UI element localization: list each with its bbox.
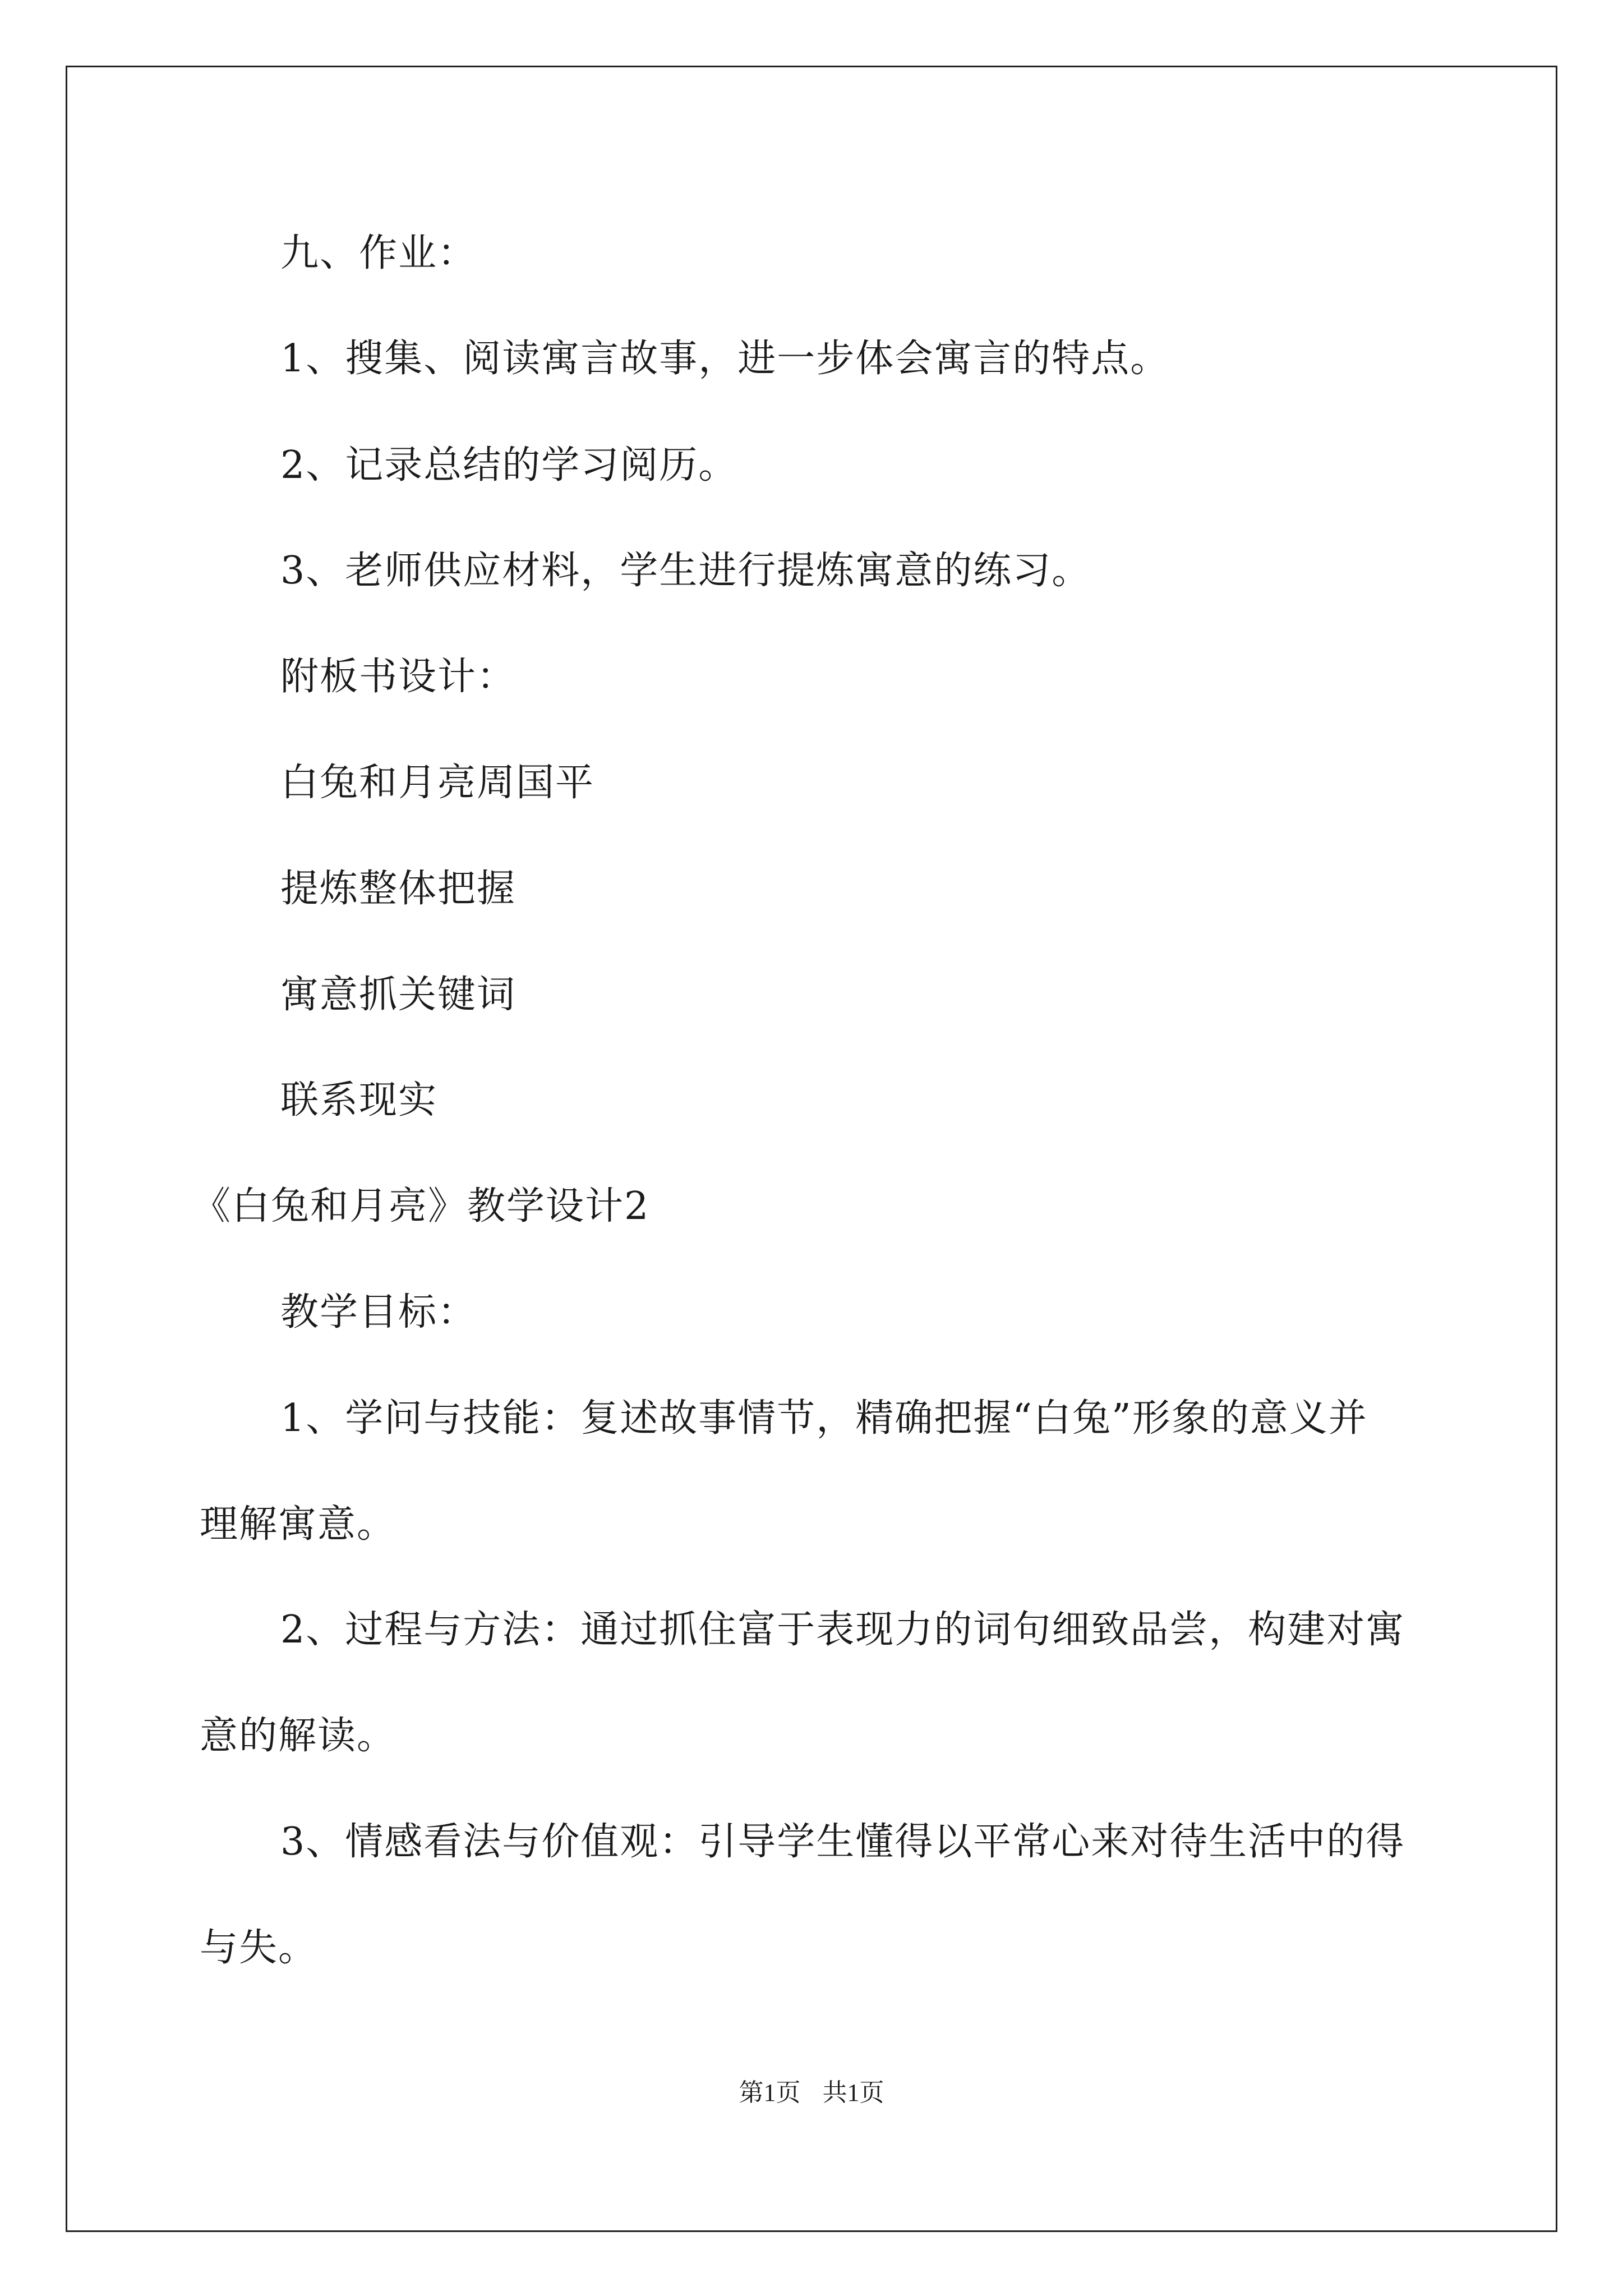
board-design-line-2: 提炼整体把握 — [280, 867, 517, 911]
goal-1-line-1: 1、学问与技能：复述故事情节，精确把握“白兔”形象的意义并 — [280, 1396, 1368, 1441]
goal-2-line-1: 2、过程与方法：通过抓住富于表现力的词句细致品尝，构建对寓 — [280, 1608, 1405, 1652]
board-design-heading: 附板书设计： — [280, 655, 517, 699]
goal-3-line-1: 3、情感看法与价值观：引导学生懂得以平常心来对待生活中的得 — [280, 1820, 1405, 1864]
board-design-line-1: 白兔和月亮周国平 — [280, 761, 595, 805]
board-design-line-4: 联系现实 — [280, 1078, 438, 1122]
page-total: 共1页 — [822, 2079, 884, 2106]
homework-item-1: 1、搜集、阅读寓言故事，进一步体会寓言的特点。 — [280, 337, 1170, 381]
teaching-goals-heading: 教学目标： — [280, 1290, 477, 1335]
goal-1-line-2: 理解寓意。 — [200, 1502, 396, 1547]
section-heading-homework: 九、作业： — [280, 231, 477, 275]
document-title-2: 《白兔和月亮》教学设计2 — [192, 1184, 650, 1228]
homework-item-3: 3、老师供应材料，学生进行提炼寓意的练习。 — [280, 549, 1091, 593]
goal-3-line-2: 与失。 — [200, 1926, 318, 1970]
page-number: 第1页 — [739, 2079, 801, 2106]
goal-2-line-2: 意的解读。 — [200, 1714, 396, 1758]
page-border — [66, 66, 1557, 2232]
page-footer — [0, 2077, 1623, 2109]
homework-item-2: 2、记录总结的学习阅历。 — [280, 443, 738, 487]
board-design-line-3: 寓意抓关键词 — [280, 973, 517, 1017]
